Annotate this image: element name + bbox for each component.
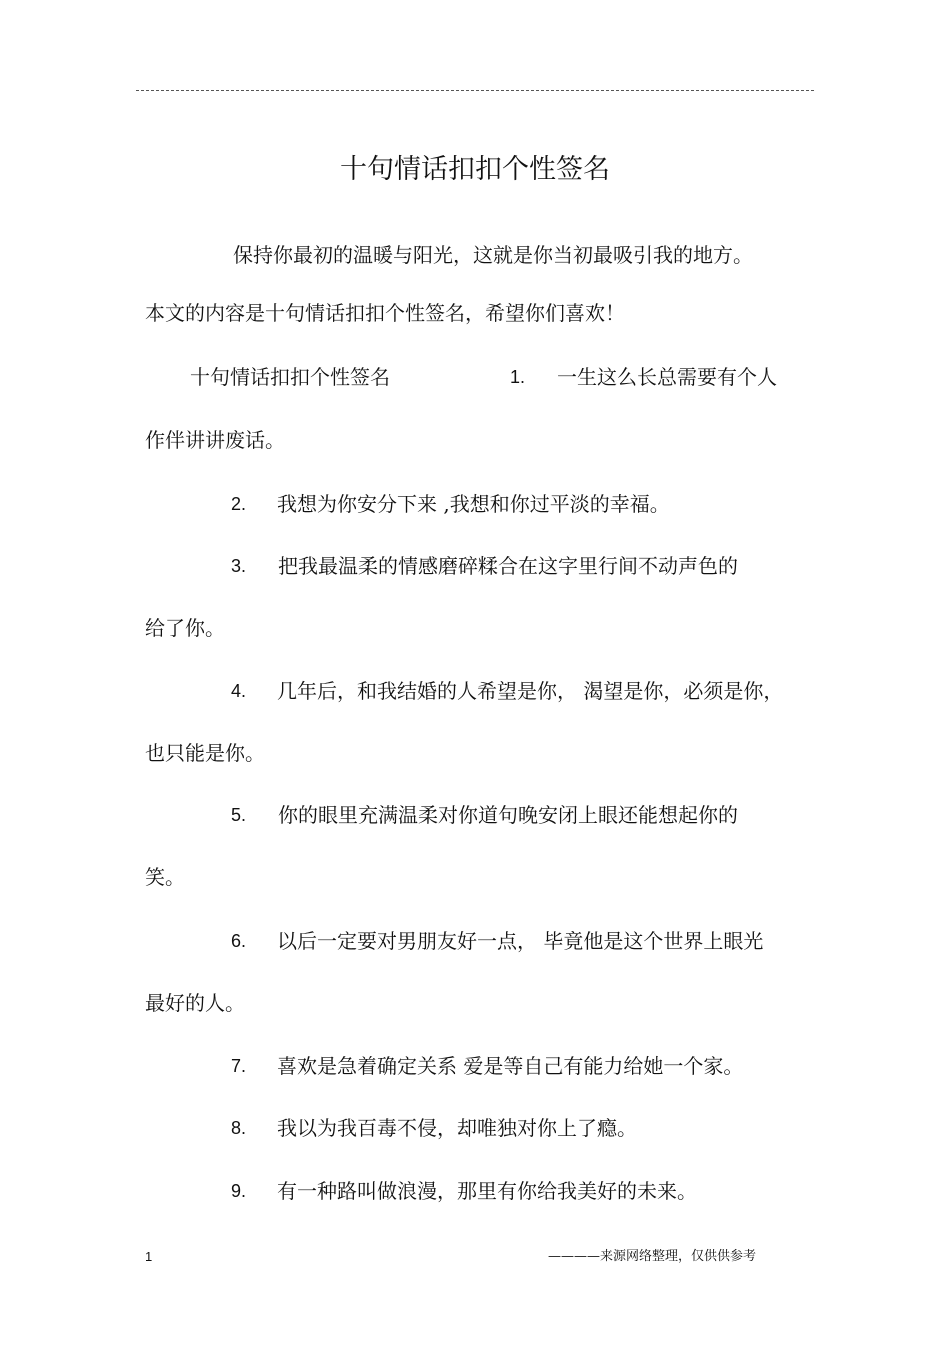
item-number: 2. [231, 494, 247, 514]
item-number: 3. [231, 556, 247, 576]
document-title: 十句情话扣扣个性签名 [340, 154, 610, 185]
item-text: 喜欢是急着确定关系 爱是等自己有能力给她一个家。 [277, 1054, 744, 1078]
page-number: 1 [145, 1249, 153, 1264]
item-text: 以后一定要对男朋友好一点， 毕竟他是这个世界上眼光 [277, 929, 764, 953]
list-heading: 十句情话扣扣个性签名 [190, 365, 390, 389]
item-number: 8. [231, 1118, 247, 1138]
item-text: 你的眼里充满温柔对你道句晚安闭上眼还能想起你的 [278, 803, 738, 827]
item-text: 把我最温柔的情感磨碎糅合在这字里行间不动声色的 [278, 554, 738, 578]
item-number: 7. [231, 1056, 247, 1076]
item-text-continued: 笑。 [145, 865, 185, 889]
item-text: 有一种路叫做浪漫，那里有你给我美好的未来。 [277, 1179, 697, 1203]
item-number: 1. [510, 367, 526, 387]
item-number: 6. [231, 931, 247, 951]
intro-line-2: 本文的内容是十句情话扣扣个性签名，希望你们喜欢！ [145, 301, 625, 325]
intro-line-1: 保持你最初的温暖与阳光，这就是你当初最吸引我的地方。 [233, 243, 753, 267]
item-text-continued: 作伴讲讲废话。 [145, 428, 285, 452]
item-text-continued: 给了你。 [145, 616, 225, 640]
header-divider [136, 90, 814, 91]
item-text: 我想为你安分下来 ,我想和你过平淡的幸福。 [277, 492, 670, 516]
item-text: 几年后，和我结婚的人希望是你， 渴望是你，必须是你， [277, 679, 784, 703]
item-number: 5. [231, 805, 247, 825]
item-text-continued: 也只能是你。 [145, 741, 265, 765]
item-text: 我以为我百毒不侵，却唯独对你上了瘾。 [277, 1116, 637, 1140]
item-number: 4. [231, 681, 247, 701]
item-text-continued: 最好的人。 [145, 991, 245, 1015]
item-text: 一生这么长总需要有个人 [557, 365, 777, 389]
footer-note: ————来源网络整理，仅供供参考 [548, 1249, 757, 1264]
item-number: 9. [231, 1181, 247, 1201]
